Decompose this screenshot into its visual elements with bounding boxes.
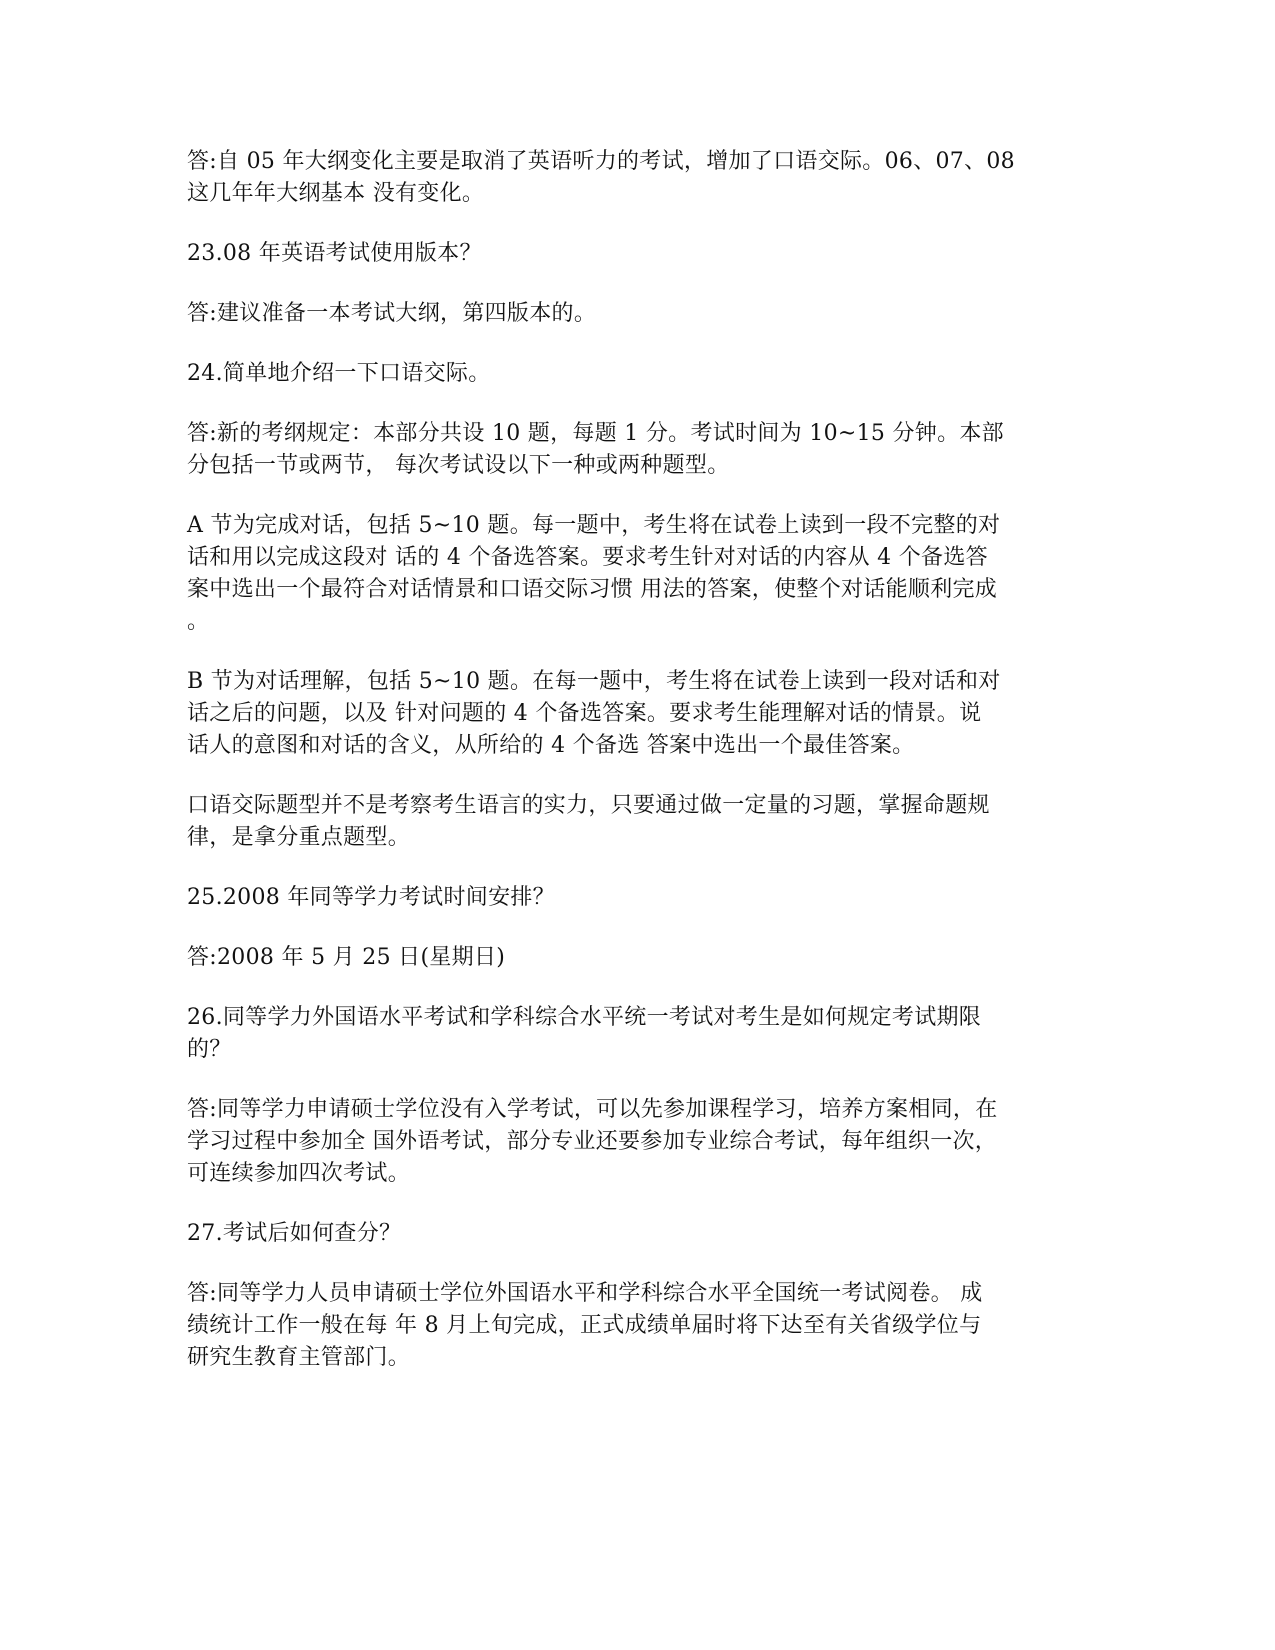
question-24 [187,358,1097,390]
text-line: 案中选出一个最符合对话情景和口语交际习惯 用法的答案，使整个对话能顺利完成 [187,577,998,602]
text-line: 研究生教育主管部门。 [187,1345,411,1370]
question-27 [187,1218,1097,1250]
text-line: 话人的意图和对话的含义，从所给的 4 个备选 答案中选出一个最佳答案。 [187,733,915,758]
text-line: 25.2008 年同等学力考试时间安排？ [187,885,555,910]
text-line: 这几年年大纲基本 没有变化。 [187,181,485,206]
answer-27 [187,1278,1097,1374]
text-line: 答:同等学力人员申请硕士学位外国语水平和学科综合水平全国统一考试阅卷。 成 [187,1281,983,1306]
text-line: 答:新的考纲规定：本部分共设 10 题，每题 1 分。考试时间为 10~15 分钟。本部 [187,421,1004,446]
document-page [187,146,1097,1402]
section-b-description [187,666,1097,762]
answer-24 [187,418,1097,482]
text-line: 24.简单地介绍一下口语交际。 [187,361,491,386]
answer-25 [187,942,1097,974]
text-line: 23.08 年英语考试使用版本？ [187,241,482,266]
text-line: 答:建议准备一本考试大纲，第四版本的。 [187,301,597,326]
paragraph-answer-syllabus [187,146,1097,210]
text-line: 律，是拿分重点题型。 [187,825,411,850]
question-23 [187,238,1097,270]
text-line: 绩统计工作一般在每 年 8 月上旬完成，正式成绩单届时将下达至有关省级学位与 [187,1313,982,1338]
answer-26 [187,1094,1097,1190]
section-a-description [187,510,1097,638]
text-line: 学习过程中参加全 国外语考试，部分专业还要参加专业综合考试，每年组织一次， [187,1129,998,1154]
text-line: 27.考试后如何查分？ [187,1221,402,1246]
text-line: 的？ [187,1037,232,1062]
text-line: 答:自 05 年大纲变化主要是取消了英语听力的考试，增加了口语交际。06、07、08 [187,149,1015,174]
text-line: 口语交际题型并不是考察考生语言的实力，只要通过做一定量的习题，掌握命题规 [187,793,990,818]
text-line: 分包括一节或两节， 每次考试设以下一种或两种题型。 [187,453,730,478]
text-line: 。 [187,609,210,634]
question-25 [187,882,1097,914]
oral-communication-note [187,790,1097,854]
text-line: B 节为对话理解，包括 5~10 题。在每一题中，考生将在试卷上读到一段对话和对 [187,669,1001,694]
text-line: 答:同等学力申请硕士学位没有入学考试，可以先参加课程学习，培养方案相同，在 [187,1097,998,1122]
answer-23 [187,298,1097,330]
question-26 [187,1002,1097,1066]
text-line: 答:2008 年 5 月 25 日(星期日) [187,945,506,970]
text-line: 话和用以完成这段对 话的 4 个备选答案。要求考生针对对话的内容从 4 个备选答 [187,545,988,570]
text-line: A 节为完成对话，包括 5~10 题。每一题中，考生将在试卷上读到一段不完整的对 [187,513,1001,538]
text-line: 可连续参加四次考试。 [187,1161,411,1186]
text-line: 26.同等学力外国语水平考试和学科综合水平统一考试对考生是如何规定考试期限 [187,1005,982,1030]
text-line: 话之后的问题，以及 针对问题的 4 个备选答案。要求考生能理解对话的情景。说 [187,701,982,726]
